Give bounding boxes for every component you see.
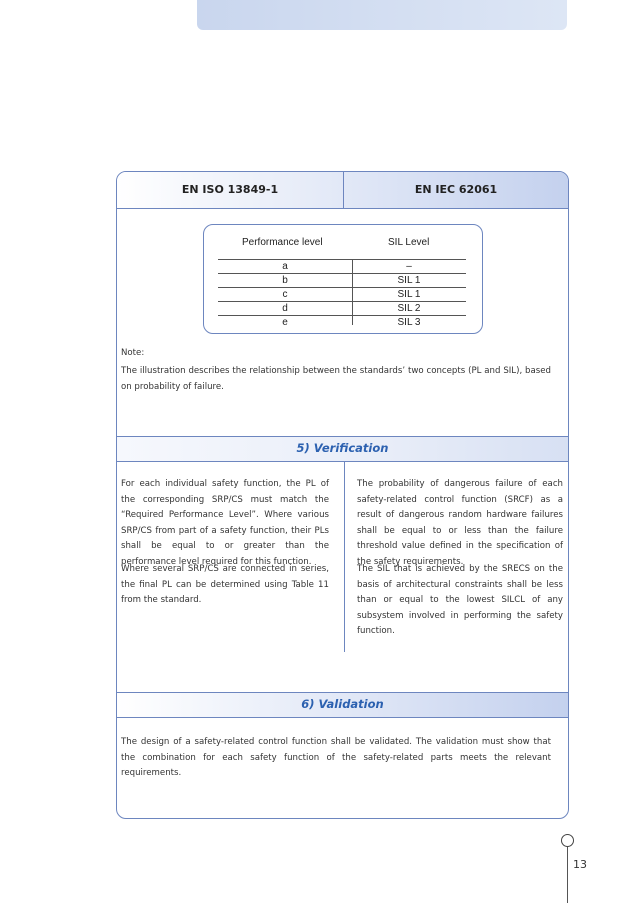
top-header-tab [197, 0, 567, 30]
sil-cell: SIL 2 [397, 303, 421, 314]
sil-cell: SIL 1 [397, 289, 421, 300]
sil-cell: SIL 3 [397, 317, 421, 328]
table-row [218, 274, 466, 288]
table-head-performance-level: Performance level [242, 237, 323, 248]
pl-sil-table [203, 224, 483, 334]
table-row [218, 316, 466, 329]
validation-text: The design of a safety-related control function shall be validated. The validation must show that the combination for each safety function of the safety-related parts meets the relevant requirements. [121, 737, 551, 779]
standards-panel [116, 171, 569, 819]
verification-left-p1: For each individual safety function, the PL of the corresponding SRP/CS must match the “Required Performance Level”. Where various SRP/CS from part of a safety function, their PLs shall be equal to or greater than the performance level required for this function. [121, 479, 329, 567]
table-row [218, 288, 466, 302]
validation-title: 6) Validation [301, 697, 384, 711]
page-marker-line [567, 847, 568, 903]
note-label: Note: [121, 348, 145, 358]
note-text: The illustration describes the relationship between the standards’ two concepts (PL and SIL), based on probability of failure. [121, 366, 551, 392]
table-row [218, 302, 466, 316]
verification-right-p1: The probability of dangerous failure of each safety-related control function (SRCF) as a result of dangerous random hardware failures shall be equal to or less than the failure threshold value defined in the specification of the safety requirements. [357, 479, 563, 567]
pl-cell: e [282, 317, 288, 328]
page-number: 13 [573, 858, 587, 871]
table-column-divider [352, 259, 353, 325]
sil-cell: SIL 1 [397, 275, 421, 286]
sil-cell: – [406, 261, 412, 272]
table-head-sil-level: SIL Level [388, 237, 430, 248]
verification-column-divider [344, 462, 345, 652]
header-en-iec-62061: EN IEC 62061 [414, 183, 498, 196]
pl-cell: c [282, 289, 288, 300]
pl-cell: a [282, 261, 288, 272]
table-rows [218, 259, 466, 329]
verification-title: 5) Verification [296, 441, 389, 455]
pl-cell: b [282, 275, 288, 286]
table-row [218, 260, 466, 274]
verification-right-p2: The SIL that is achieved by the SRECS on the basis of architectural constraints shall be less than or equal to the lowest SILCL of any subsystem involved in performing the safety function. [357, 564, 563, 637]
verification-left-p2: Where several SRP/CS are connected in series, the final PL can be determined using Table 11 from the standard. [121, 564, 329, 606]
pl-cell: d [282, 303, 288, 314]
header-en-iso-13849: EN ISO 13849-1 [181, 183, 279, 196]
page-marker-circle [561, 834, 574, 847]
